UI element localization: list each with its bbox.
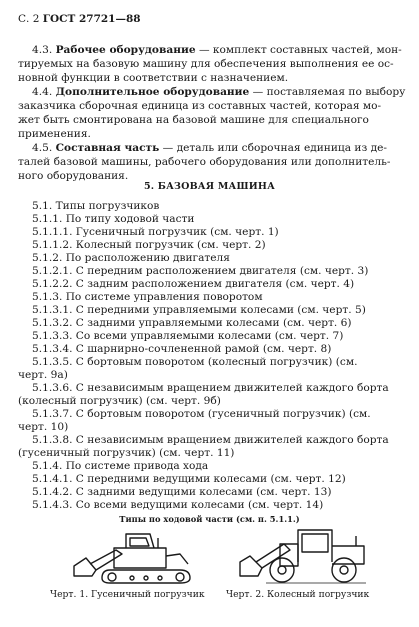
list-item: 5.1.3.5. С бортовым поворотом (колесный погрузчик) (см. — [32, 356, 358, 368]
wheel-loader-drawing — [236, 522, 376, 584]
list-item: 5.1.3.7. С бортовым поворотом (гусеничный погрузчик) (см. — [32, 408, 371, 420]
page-header — [18, 13, 141, 25]
list-item: 5.1.1.2. Колесный погрузчик (см. черт. 2) — [32, 239, 266, 251]
definition-4-4 — [32, 86, 405, 98]
list-item: 5.1. Типы погрузчиков — [32, 200, 160, 212]
definition-line: заказчика сборочная единица из составных частей, которая мо- — [18, 100, 382, 112]
clause-term: Дополнительное оборудование — [55, 86, 250, 98]
definition-4-5 — [32, 142, 387, 154]
list-item: 5.1.2.1. С передним расположением двигателя (см. черт. 3) — [32, 265, 369, 277]
list-item-continuation: черт. 10) — [18, 421, 69, 433]
list-item: 5.1.3.4. С шарнирно-сочлененной рамой (см. черт. 8) — [32, 343, 332, 355]
clause-number: 4.3. — [32, 44, 53, 56]
list-item: 5.1.3. По системе управления поворотом — [32, 291, 263, 303]
definition-line: применения. — [18, 128, 91, 140]
definition-line: жет быть смонтирована на базовой машине для специального — [18, 114, 369, 126]
standard-code: ГОСТ 27721—88 — [42, 13, 141, 25]
clause-number: 4.5. — [32, 142, 53, 154]
clause-number: 4.4. — [32, 86, 53, 98]
list-item: 5.1.4.2. С задними ведущими колесами (см. черт. 13) — [32, 486, 332, 498]
figure-title: Типы по ходовой части (см. п. 5.1.1.) — [119, 514, 300, 524]
list-item: 5.1.3.3. Со всеми управляемыми колесами (см. черт. 7) — [32, 330, 344, 342]
definition-4-3 — [32, 44, 402, 56]
list-item-continuation: (колесный погрузчик) (см. черт. 9б) — [18, 395, 221, 407]
clause-text: — комплект составных частей, мон- — [195, 44, 402, 56]
clause-term: Рабочее оборудование — [55, 44, 196, 56]
caption-fig1: Черт. 1. Гусеничный погрузчик — [50, 589, 205, 600]
list-item: 5.1.3.6. С независимым вращением движителей каждого борта — [32, 382, 389, 394]
list-item: 5.1.1. По типу ходовой части — [32, 213, 195, 225]
list-item: 5.1.3.2. С задними управляемыми колесами (см. черт. 6) — [32, 317, 352, 329]
crawler-loader-drawing — [70, 528, 200, 584]
list-item: 5.1.2. По расположению двигателя — [32, 252, 230, 264]
section-title: 5. БАЗОВАЯ МАШИНА — [143, 181, 276, 192]
clause-text: — поставляемая по выбору — [249, 86, 406, 98]
definition-line: новной функции в соответствии с назначением. — [18, 72, 289, 84]
definition-line: тируемых на базовую машину для обеспечения выполнения ее ос- — [18, 58, 394, 70]
list-item-continuation: черт. 9а) — [18, 369, 68, 381]
caption-fig2: Черт. 2. Колесный погрузчик — [226, 589, 370, 600]
list-item-continuation: (гусеничный погрузчик) (см. черт. 11) — [18, 447, 235, 459]
clause-text: — деталь или сборочная единица из де- — [159, 142, 388, 154]
list-item: 5.1.1.1. Гусеничный погрузчик (см. черт. 1) — [32, 226, 279, 238]
list-item: 5.1.3.1. С передними управляемыми колесами (см. черт. 5) — [32, 304, 366, 316]
clause-term: Составная часть — [55, 142, 160, 154]
list-item: 5.1.2.2. С задним расположением двигателя (см. черт. 4) — [32, 278, 355, 290]
list-item: 5.1.4.3. Со всеми ведущими колесами (см. черт. 14) — [32, 499, 324, 511]
definition-line: ного оборудования. — [18, 170, 129, 182]
list-item: 5.1.4. По системе привода хода — [32, 460, 209, 472]
list-item: 5.1.4.1. С передними ведущими колесами (см. черт. 12) — [32, 473, 346, 485]
list-item: 5.1.3.8. С независимым вращением движителей каждого борта — [32, 434, 389, 446]
page-number: С. 2 — [18, 13, 40, 25]
definition-line: талей базовой машины, рабочего оборудования или дополнитель- — [18, 156, 391, 168]
